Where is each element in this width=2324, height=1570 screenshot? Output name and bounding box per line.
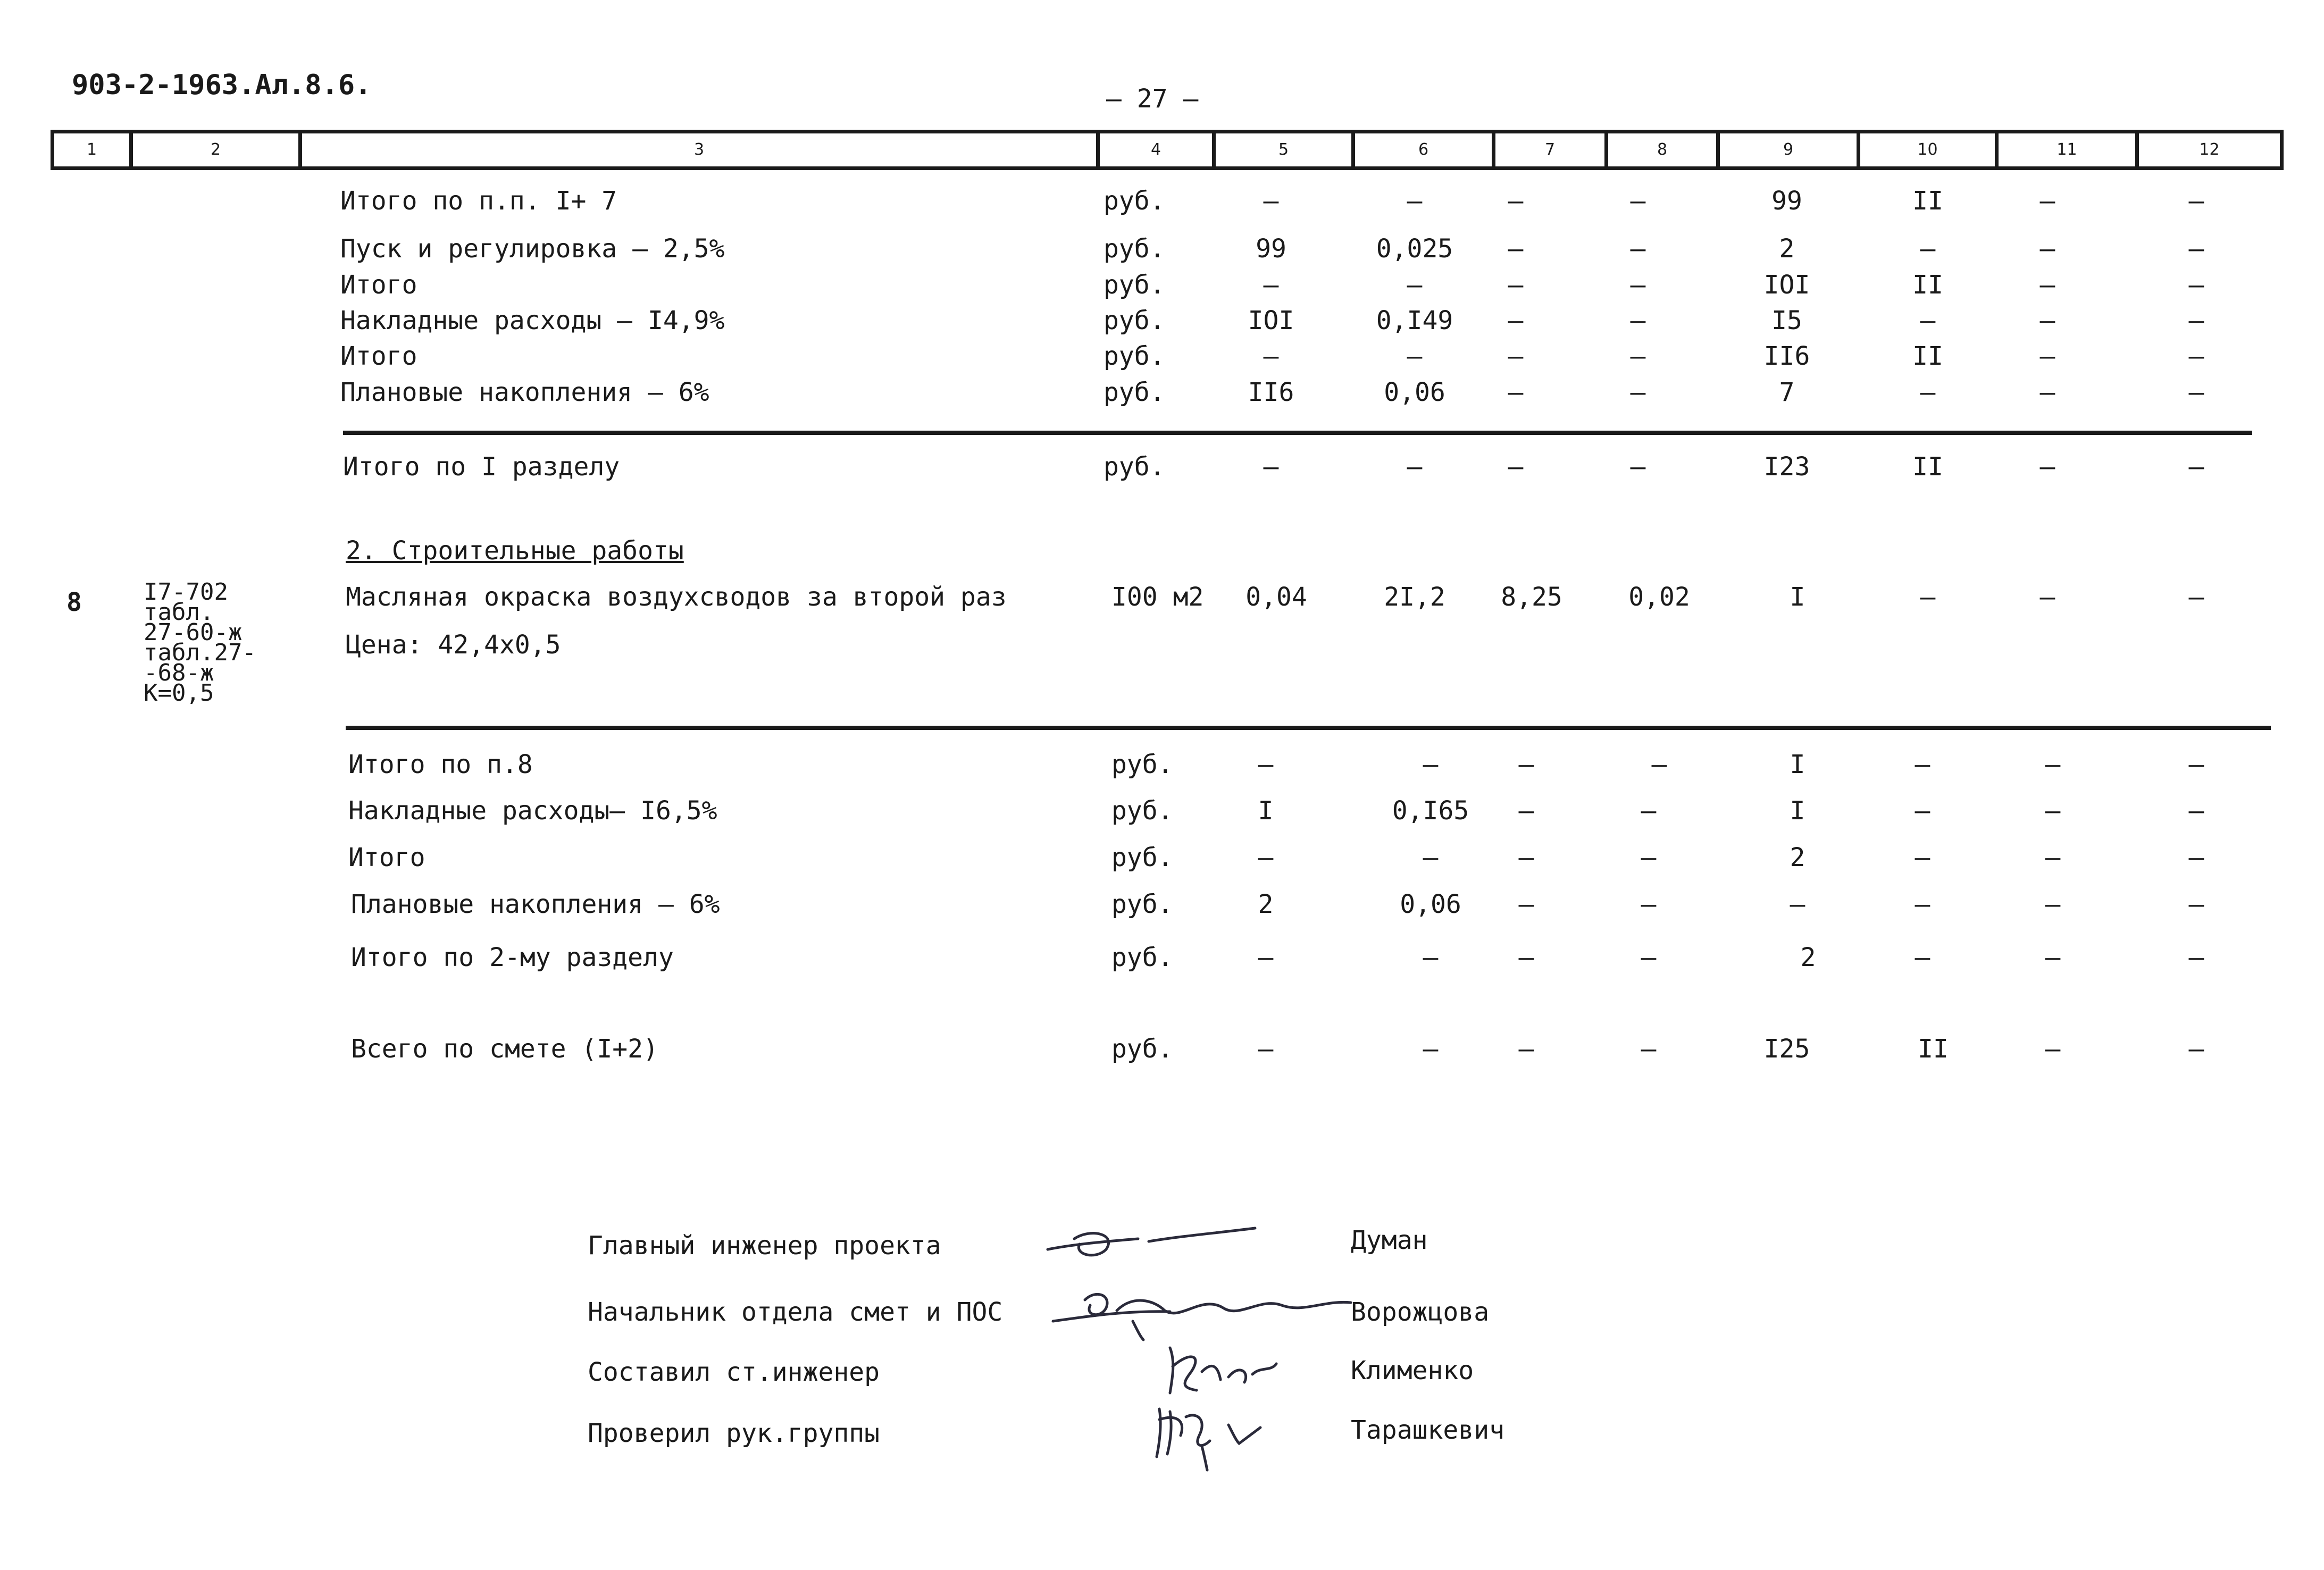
table-row xyxy=(0,750,2324,782)
row-unit: руб. xyxy=(1104,186,1165,216)
row-col-10: – xyxy=(1920,377,1936,407)
row-col-9: I23 xyxy=(1763,452,1810,482)
grand-total-row xyxy=(0,1034,2324,1066)
row-col-11: – xyxy=(2039,234,2055,264)
header-col-10: 10 xyxy=(1860,133,1999,166)
section-2-title xyxy=(346,536,684,566)
section-2-title-text: 2. Строительные работы xyxy=(346,536,684,566)
row-col-12: – xyxy=(2188,750,2204,779)
row-unit: руб. xyxy=(1111,750,1173,779)
row-col-6: – xyxy=(1407,452,1423,482)
row-label: Итого xyxy=(340,270,417,300)
row-col-8: – xyxy=(1641,943,1657,972)
row-col-6: – xyxy=(1407,341,1423,371)
row-col-9: IOI xyxy=(1763,270,1810,300)
row-col-7: – xyxy=(1508,234,1524,264)
row-col-7: – xyxy=(1508,452,1524,482)
item-code xyxy=(144,578,256,707)
row-col-12: – xyxy=(2188,1034,2204,1064)
row-col-7: – xyxy=(1518,1034,1534,1064)
row-col-10: II xyxy=(1912,341,1943,371)
row-col-8: – xyxy=(1630,377,1646,407)
item-price: Цена: 42,4х0,5 xyxy=(346,630,561,660)
row-col-9: I25 xyxy=(1763,1034,1810,1064)
row-col-5: 99 xyxy=(1256,234,1286,264)
row-col-9: 2 xyxy=(1800,943,1816,972)
header-col-7: 7 xyxy=(1495,133,1608,166)
item-code-line: -68-ж xyxy=(144,659,214,686)
row-col-6: 2I,2 xyxy=(1384,582,1445,612)
handwritten-signature-3 xyxy=(1159,1340,1282,1398)
row-col-7: – xyxy=(1518,843,1534,872)
row-unit: руб. xyxy=(1111,1034,1173,1064)
row-col-12: – xyxy=(2188,889,2204,919)
header-col-8: 8 xyxy=(1608,133,1720,166)
row-col-10: II xyxy=(1912,186,1943,216)
row-col-12: – xyxy=(2188,186,2204,216)
item-code-line: I7-702 xyxy=(144,578,228,606)
header-col-11: 11 xyxy=(1999,133,2139,166)
table-row xyxy=(0,234,2324,266)
row-col-6: 0,I49 xyxy=(1376,306,1453,335)
row-col-5: – xyxy=(1263,452,1279,482)
row-col-10: – xyxy=(1915,843,1930,872)
row-col-6: – xyxy=(1407,186,1423,216)
row-col-12: – xyxy=(2188,943,2204,972)
row-col-10: – xyxy=(1920,582,1936,612)
row-col-7: – xyxy=(1518,943,1534,972)
row-unit: руб. xyxy=(1111,943,1173,972)
header-col-6: 6 xyxy=(1355,133,1495,166)
row-col-8: – xyxy=(1630,306,1646,335)
row-col-8: – xyxy=(1641,843,1657,872)
signature-role: Составил ст.инженер xyxy=(588,1357,880,1387)
row-col-11: – xyxy=(2039,582,2055,612)
row-col-12: – xyxy=(2188,306,2204,335)
row-col-11: – xyxy=(2045,796,2061,826)
item-code-line: табл.27- xyxy=(144,639,256,666)
row-col-7: – xyxy=(1518,750,1534,779)
row-col-10: – xyxy=(1915,750,1930,779)
row-col-10: – xyxy=(1915,889,1930,919)
table-row xyxy=(0,341,2324,373)
row-col-11: – xyxy=(2045,889,2061,919)
row-col-7: – xyxy=(1508,341,1524,371)
row-label: Итого по п.п. I+ 7 xyxy=(340,186,617,216)
row-col-5: – xyxy=(1263,270,1279,300)
row-col-8: – xyxy=(1630,270,1646,300)
row-col-5: – xyxy=(1258,843,1274,872)
row-col-5: – xyxy=(1263,186,1279,216)
row-label: Плановые накопления – 6% xyxy=(340,377,709,407)
row-col-11: – xyxy=(2039,377,2055,407)
row-col-11: – xyxy=(2045,843,2061,872)
row-col-7: 8,25 xyxy=(1501,582,1562,612)
row-col-5: 0,04 xyxy=(1245,582,1307,612)
row-unit: руб. xyxy=(1104,234,1165,264)
table-row xyxy=(0,889,2324,921)
row-label: Пуск и регулировка – 2,5% xyxy=(340,234,725,264)
row-col-7: – xyxy=(1518,796,1534,826)
document-code: 903-2-1963.Ал.8.6. xyxy=(72,69,372,101)
signature-role: Проверил рук.группы xyxy=(588,1418,880,1448)
row-label: Итого по 2-му разделу xyxy=(351,943,674,972)
item-code-line: K=0,5 xyxy=(144,679,214,707)
row-col-7: – xyxy=(1508,186,1524,216)
row-unit: руб. xyxy=(1111,796,1173,826)
row-col-10: II xyxy=(1912,452,1943,482)
row-col-5: I xyxy=(1258,796,1274,826)
header-col-3: 3 xyxy=(302,133,1100,166)
row-col-5: IOI xyxy=(1248,306,1294,335)
row-col-11: – xyxy=(2039,452,2055,482)
row-col-9: 2 xyxy=(1779,234,1795,264)
row-col-12: – xyxy=(2188,270,2204,300)
signature-role: Главный инженер проекта xyxy=(588,1231,941,1261)
section-1-total-row xyxy=(0,452,2324,484)
row-unit: руб. xyxy=(1104,377,1165,407)
column-header-row xyxy=(51,130,2284,170)
signature-name: Думан xyxy=(1351,1225,1428,1255)
row-col-11: – xyxy=(2039,186,2055,216)
header-col-2: 2 xyxy=(133,133,302,166)
row-col-6: 0,06 xyxy=(1400,889,1461,919)
row-col-8: – xyxy=(1630,341,1646,371)
row-col-7: – xyxy=(1508,377,1524,407)
row-col-5: – xyxy=(1258,1034,1274,1064)
row-col-9: I xyxy=(1790,750,1805,779)
row-col-10: II xyxy=(1912,270,1943,300)
row-unit: руб. xyxy=(1104,270,1165,300)
item-code-line: табл. xyxy=(144,599,214,626)
row-unit: руб. xyxy=(1104,341,1165,371)
table-row xyxy=(0,306,2324,338)
row-col-9: I xyxy=(1790,796,1805,826)
row-col-11: – xyxy=(2045,750,2061,779)
row-col-5: 2 xyxy=(1258,889,1274,919)
row-col-12: – xyxy=(2188,452,2204,482)
row-col-6: – xyxy=(1423,1034,1439,1064)
row-col-12: – xyxy=(2188,377,2204,407)
handwritten-signature-1 xyxy=(1042,1212,1266,1271)
row-unit: руб. xyxy=(1111,843,1173,872)
row-col-5: – xyxy=(1258,750,1274,779)
row-col-5: – xyxy=(1263,341,1279,371)
row-col-7: – xyxy=(1508,270,1524,300)
table-row xyxy=(0,186,2324,218)
page-number: — 27 — xyxy=(1106,84,1199,114)
header-col-12: 12 xyxy=(2199,140,2220,159)
row-col-11: – xyxy=(2045,1034,2061,1064)
row-col-11: – xyxy=(2039,270,2055,300)
row-col-8: – xyxy=(1651,750,1667,779)
row-col-9: – xyxy=(1790,889,1805,919)
row-col-9: I xyxy=(1790,582,1805,612)
row-label: Накладные расходы– I6,5% xyxy=(348,796,717,826)
row-col-9: I5 xyxy=(1771,306,1802,335)
table-row xyxy=(0,377,2324,409)
table-row xyxy=(0,796,2324,828)
item-name: Масляная окраска воздухсводов за второй раз xyxy=(346,582,1007,612)
row-col-11: – xyxy=(2045,943,2061,972)
row-col-8: – xyxy=(1641,889,1657,919)
row-col-6: 0,025 xyxy=(1376,234,1453,264)
header-col-4: 4 xyxy=(1100,133,1216,166)
row-unit: руб. xyxy=(1111,889,1173,919)
section-1-divider xyxy=(343,431,2252,435)
row-col-7: – xyxy=(1518,889,1534,919)
section-2-divider xyxy=(346,726,2271,730)
row-col-6: 0,I65 xyxy=(1392,796,1469,826)
signature-name: Тарашкевич xyxy=(1351,1415,1504,1445)
header-col-5: 5 xyxy=(1216,133,1355,166)
row-col-10: – xyxy=(1915,796,1930,826)
row-label: Всего по смете (I+2) xyxy=(351,1034,658,1064)
row-col-8: – xyxy=(1630,452,1646,482)
row-col-9: 99 xyxy=(1771,186,1802,216)
signature-name: Клименко xyxy=(1351,1356,1474,1386)
row-col-11: – xyxy=(2039,341,2055,371)
row-col-12: – xyxy=(2188,582,2204,612)
row-label: Итого xyxy=(340,341,417,371)
row-label: Итого xyxy=(348,843,425,872)
row-col-5: II6 xyxy=(1248,377,1294,407)
item-8-row xyxy=(0,578,2324,742)
row-col-6: – xyxy=(1407,270,1423,300)
table-row xyxy=(0,270,2324,302)
row-col-12: – xyxy=(2188,341,2204,371)
row-label: Итого по I разделу xyxy=(343,452,620,482)
row-col-8: 0,02 xyxy=(1628,582,1690,612)
header-col-1: 1 xyxy=(54,133,133,166)
row-label: Накладные расходы – I4,9% xyxy=(340,306,725,335)
row-col-5: – xyxy=(1258,943,1274,972)
table-row xyxy=(0,843,2324,875)
row-col-6: – xyxy=(1423,943,1439,972)
row-col-9: II6 xyxy=(1763,341,1810,371)
row-label: Плановые накопления – 6% xyxy=(351,889,720,919)
row-col-8: – xyxy=(1641,796,1657,826)
row-col-8: – xyxy=(1630,186,1646,216)
row-col-9: 7 xyxy=(1779,377,1795,407)
row-col-11: – xyxy=(2039,306,2055,335)
row-col-12: – xyxy=(2188,843,2204,872)
header-col-9: 9 xyxy=(1720,133,1860,166)
row-col-10: II xyxy=(1918,1034,1949,1064)
row-col-8: – xyxy=(1641,1034,1657,1064)
row-col-10: – xyxy=(1915,943,1930,972)
row-unit: руб. xyxy=(1104,452,1165,482)
row-col-10: – xyxy=(1920,306,1936,335)
handwritten-signature-2 xyxy=(1048,1279,1356,1342)
row-col-6: – xyxy=(1423,750,1439,779)
signature-name: Ворожцова xyxy=(1351,1297,1490,1327)
table-row xyxy=(0,943,2324,975)
row-col-12: – xyxy=(2188,796,2204,826)
row-unit: I00 м2 xyxy=(1111,582,1204,612)
row-col-12: – xyxy=(2188,234,2204,264)
row-label: Итого по п.8 xyxy=(348,750,533,779)
signature-role: Начальник отдела смет и ПОС xyxy=(588,1297,1003,1327)
row-col-6: 0,06 xyxy=(1384,377,1445,407)
row-col-9: 2 xyxy=(1790,843,1805,872)
item-number: 8 xyxy=(66,587,82,617)
row-col-10: – xyxy=(1920,234,1936,264)
row-unit: руб. xyxy=(1104,306,1165,335)
row-col-8: – xyxy=(1630,234,1646,264)
row-col-7: – xyxy=(1508,306,1524,335)
handwritten-signature-4 xyxy=(1149,1398,1276,1473)
row-col-6: – xyxy=(1423,843,1439,872)
item-code-line: 27-60-ж xyxy=(144,619,243,646)
